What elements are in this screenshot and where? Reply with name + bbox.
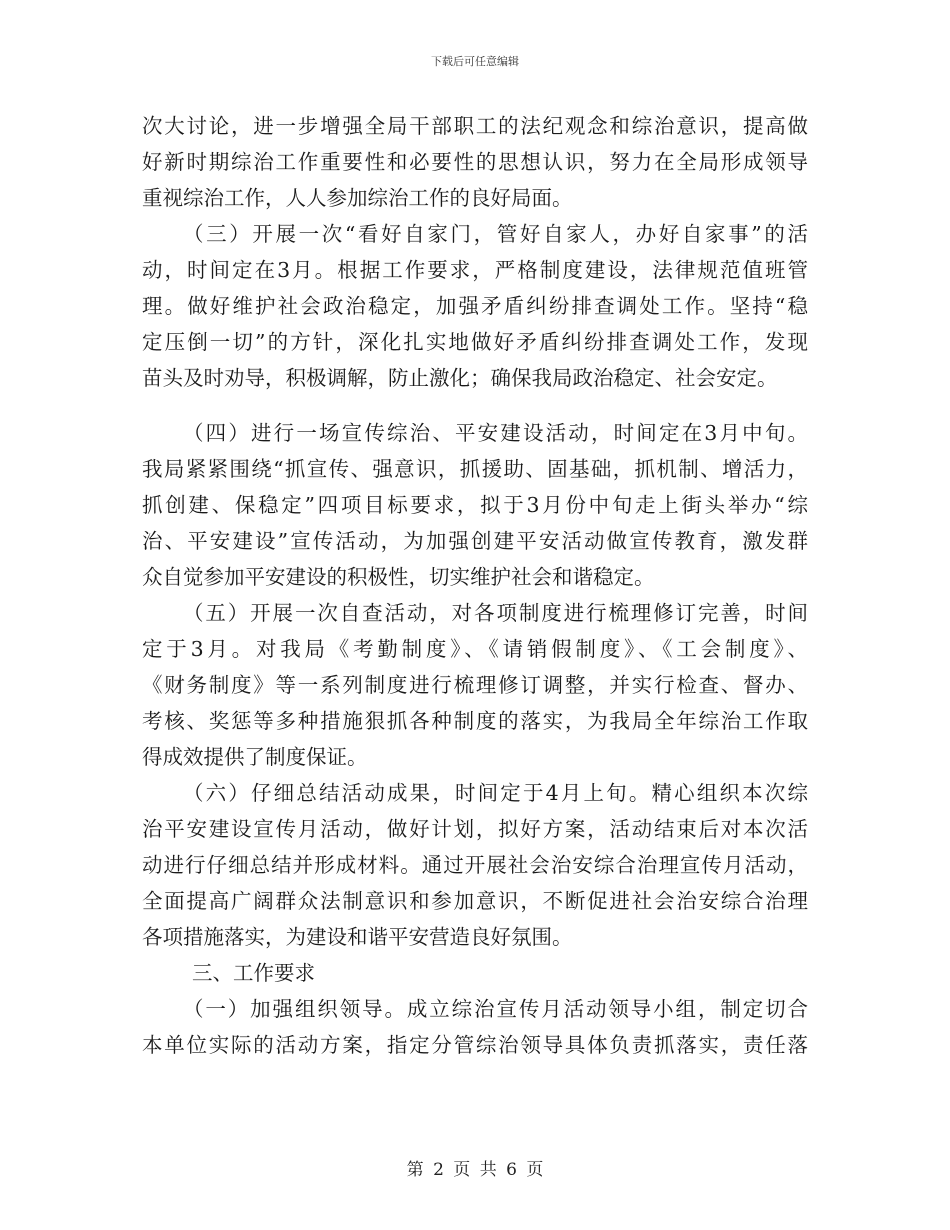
paragraph-start-line: （一）加强组织领导。成立综治宣传月活动领导小组，制定切合	[183, 997, 808, 1021]
section-heading: 三、工作要求	[192, 961, 315, 985]
text-line: 治平安建设宣传月活动，做好计划，拟好方案，活动结束后对本次活	[142, 817, 808, 841]
text-line: 苗头及时劝导，积极调解，防止激化；确保我局政治稳定、社会安定。	[142, 366, 778, 390]
text-line: 我局紧紧围绕“抓宣传、强意识，抓援助、固基础，抓机制、增活力，	[142, 457, 808, 481]
paragraph-gap	[142, 396, 808, 415]
text-line: 定于3月。对我局《考勤制度》、《请销假制度》、《工会制度》、	[142, 637, 808, 661]
text-line: 动进行仔细总结并形成材料。通过开展社会治安综合治理宣传月活动，	[142, 853, 808, 877]
text-line: 全面提高广阔群众法制意识和参加意识，不断促进社会治安综合治理	[142, 889, 808, 913]
paragraph-start-line: （四）进行一场宣传综治、平安建设活动，时间定在3月中旬。	[183, 421, 808, 445]
text-line: 考核、奖惩等多种措施狠抓各种制度的落实，为我局全年综治工作取	[142, 709, 808, 733]
paragraph-start-line: （五）开展一次自查活动，对各项制度进行梳理修订完善，时间	[183, 601, 808, 625]
text-line: 次大讨论，进一步增强全局干部职工的法纪观念和综治意识，提高做	[142, 114, 808, 138]
page-footer: 第 2 页 共 6 页	[406, 1160, 544, 1180]
document-body	[142, 108, 808, 1063]
text-line: 本单位实际的活动方案，指定分管综治领导具体负责抓落实，责任落	[142, 1033, 808, 1057]
text-line: 《财务制度》等一系列制度进行梳理修订调整，并实行检查、督办、	[142, 673, 808, 697]
paragraph-start-line: （三）开展一次“看好自家门，管好自家人，办好自家事”的活	[183, 222, 808, 246]
text-line: 众自觉参加平安建设的积极性，切实维护社会和谐稳定。	[142, 565, 655, 589]
text-line: 治、平安建设”宣传活动，为加强创建平安活动做宣传教育，激发群	[142, 529, 808, 553]
text-line: 抓创建、保稳定”四项目标要求，拟于3月份中旬走上街头举办“综	[142, 493, 808, 517]
text-line: 定压倒一切”的方针，深化扎实地做好矛盾纠纷排查调处工作，发现	[142, 330, 808, 354]
text-line: 得成效提供了制度保证。	[142, 745, 368, 769]
paragraph-start-line: （六）仔细总结活动成果，时间定于4月上旬。精心组织本次综	[183, 781, 808, 805]
text-line: 理。做好维护社会政治稳定，加强矛盾纠纷排查调处工作。坚持“稳	[142, 294, 808, 318]
text-line: 重视综治工作，人人参加综治工作的良好局面。	[142, 186, 573, 210]
text-line: 动，时间定在3月。根据工作要求，严格制度建设，法律规范值班管	[142, 258, 808, 282]
page-header: 下载后可任意编辑	[431, 55, 519, 68]
text-line: 好新时期综治工作重要性和必要性的思想认识，努力在全局形成领导	[142, 150, 808, 174]
text-line: 各项措施落实，为建设和谐平安营造良好氛围。	[142, 925, 573, 949]
